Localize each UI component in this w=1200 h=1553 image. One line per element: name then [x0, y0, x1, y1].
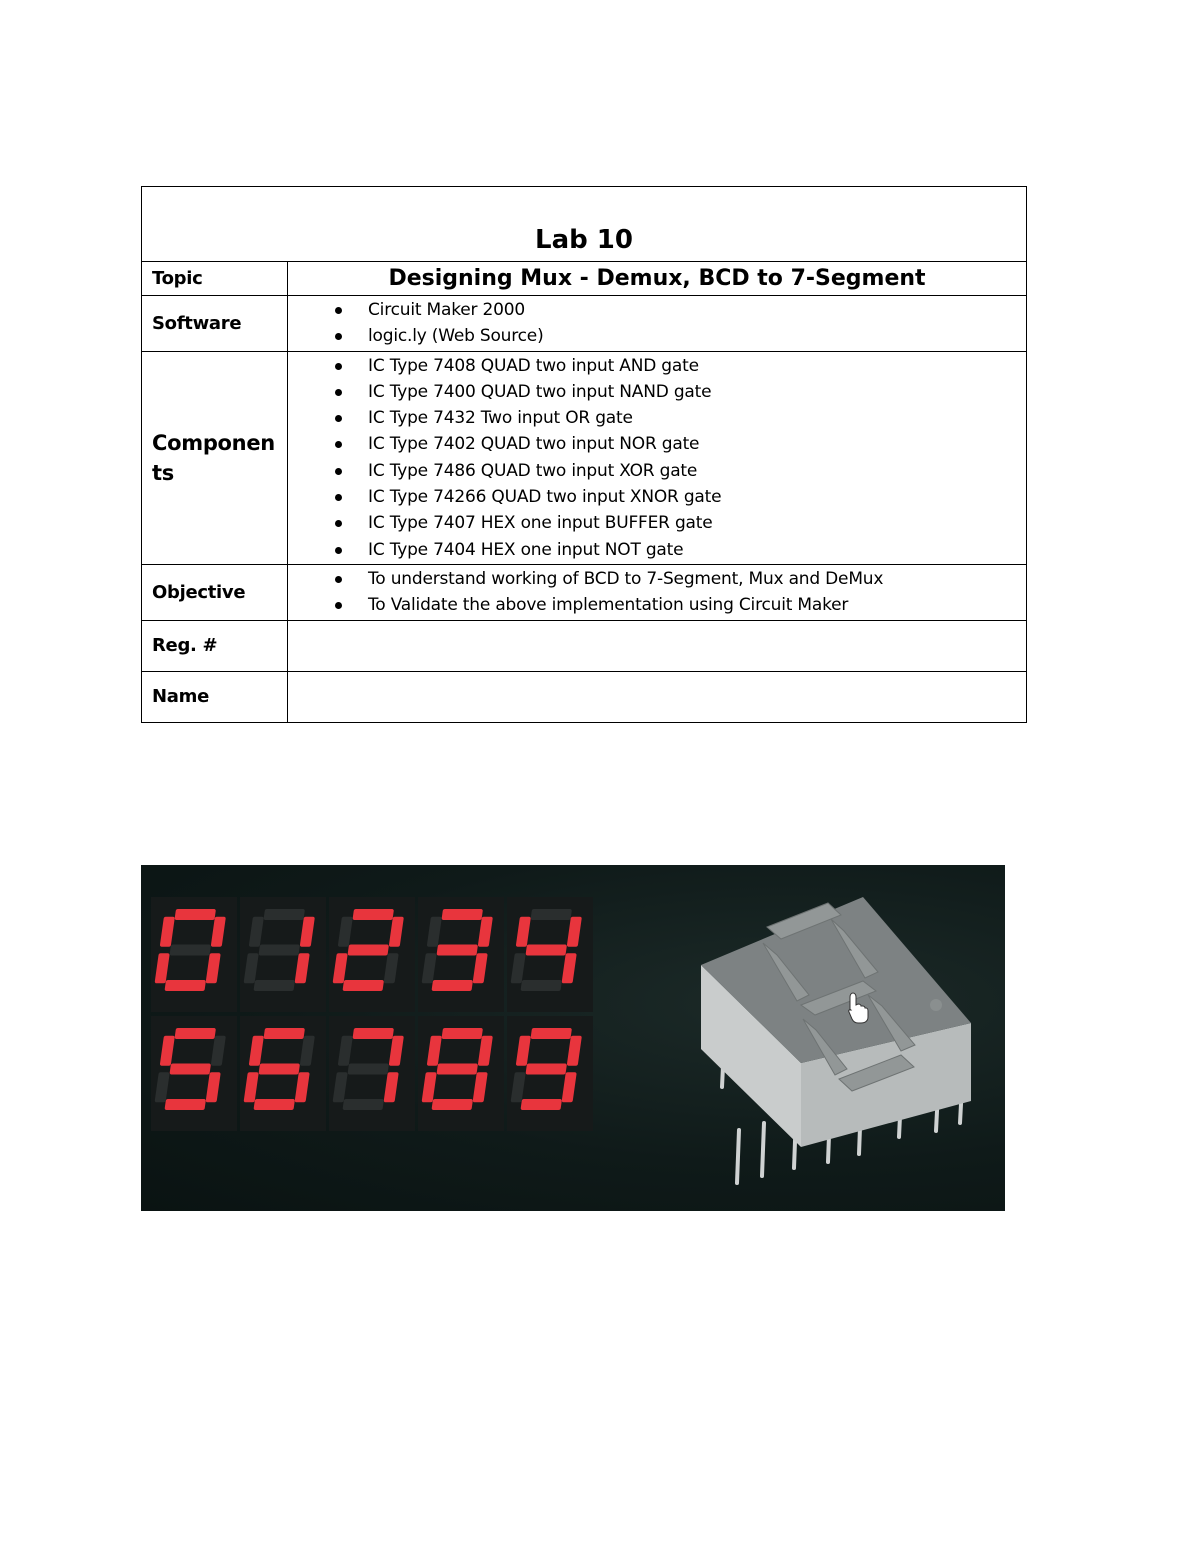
component-item: IC Type 74266 QUAD two input XNOR gate — [288, 484, 1026, 510]
objective-cell — [288, 564, 1027, 620]
digit-6 — [240, 1016, 326, 1131]
segment-g — [169, 945, 211, 956]
digit-4 — [507, 897, 593, 1012]
component-item: IC Type 7432 Two input OR gate — [288, 405, 1026, 431]
objective-row — [142, 564, 1027, 620]
segment-a — [530, 909, 572, 920]
component-item: IC Type 7408 QUAD two input AND gate — [288, 353, 1026, 379]
reg-row — [142, 620, 1027, 671]
segment-g — [436, 945, 478, 956]
lab-title: Lab 10 — [142, 187, 1027, 262]
segment-a — [441, 1028, 483, 1039]
components-label: Components — [142, 351, 288, 564]
components-cell — [288, 351, 1027, 564]
software-item: logic.ly (Web Source) — [288, 323, 1026, 349]
segment-g — [436, 1064, 478, 1075]
segment-g — [169, 1064, 211, 1075]
reg-label: Reg. # — [142, 620, 288, 671]
topic-value: Designing Mux - Demux, BCD to 7-Segment — [288, 262, 1027, 296]
topic-row — [142, 262, 1027, 296]
display-decimal-point — [930, 999, 942, 1011]
digit-8 — [418, 1016, 504, 1131]
digit-2 — [329, 897, 415, 1012]
segment-d — [520, 1099, 562, 1110]
segment-d — [342, 1099, 384, 1110]
software-item: Circuit Maker 2000 — [288, 297, 1026, 323]
software-list — [288, 296, 1026, 351]
name-value — [288, 671, 1027, 722]
segment-d — [342, 980, 384, 991]
digit-grid — [151, 897, 593, 1131]
digit-9 — [507, 1016, 593, 1131]
segment-g — [258, 1064, 300, 1075]
components-row — [142, 351, 1027, 564]
name-label: Name — [142, 671, 288, 722]
reg-value — [288, 620, 1027, 671]
objective-item: To understand working of BCD to 7-Segment, Mux and DeMux — [288, 566, 1026, 592]
segment-d — [431, 1099, 473, 1110]
segment-d — [253, 980, 295, 991]
segment-d — [431, 980, 473, 991]
title-row — [142, 187, 1027, 262]
segment-g — [525, 945, 567, 956]
components-list — [288, 352, 1026, 564]
segment-d — [520, 980, 562, 991]
component-item: IC Type 7400 QUAD two input NAND gate — [288, 379, 1026, 405]
seven-segment-photo — [141, 865, 1005, 1211]
segment-a — [352, 909, 394, 920]
segment-g — [347, 1064, 389, 1075]
digit-5 — [151, 1016, 237, 1131]
software-row — [142, 296, 1027, 352]
lab-info-table — [141, 186, 1027, 723]
digit-3 — [418, 897, 504, 1012]
segment-d — [253, 1099, 295, 1110]
segment-g — [258, 945, 300, 956]
component-item: IC Type 7404 HEX one input NOT gate — [288, 537, 1026, 563]
digit-0 — [151, 897, 237, 1012]
segment-a — [352, 1028, 394, 1039]
component-item: IC Type 7407 HEX one input BUFFER gate — [288, 510, 1026, 536]
segment-a — [263, 1028, 305, 1039]
component-item: IC Type 7402 QUAD two input NOR gate — [288, 431, 1026, 457]
software-cell — [288, 296, 1027, 352]
seven-segment-illustration — [141, 865, 1005, 1211]
digit-7 — [329, 1016, 415, 1131]
component-item: IC Type 7486 QUAD two input XOR gate — [288, 458, 1026, 484]
segment-a — [174, 909, 216, 920]
segment-d — [164, 980, 206, 991]
segment-g — [525, 1064, 567, 1075]
objective-label: Objective — [142, 564, 288, 620]
objective-list — [288, 565, 1026, 620]
segment-d — [164, 1099, 206, 1110]
digit-1 — [240, 897, 326, 1012]
topic-label: Topic — [142, 262, 288, 296]
segment-g — [347, 945, 389, 956]
segment-a — [263, 909, 305, 920]
segment-a — [174, 1028, 216, 1039]
objective-item: To Validate the above implementation using Circuit Maker — [288, 592, 1026, 618]
name-row — [142, 671, 1027, 722]
seven-segment-display-icon — [701, 897, 971, 1183]
segment-a — [441, 909, 483, 920]
segment-a — [530, 1028, 572, 1039]
software-label: Software — [142, 296, 288, 352]
